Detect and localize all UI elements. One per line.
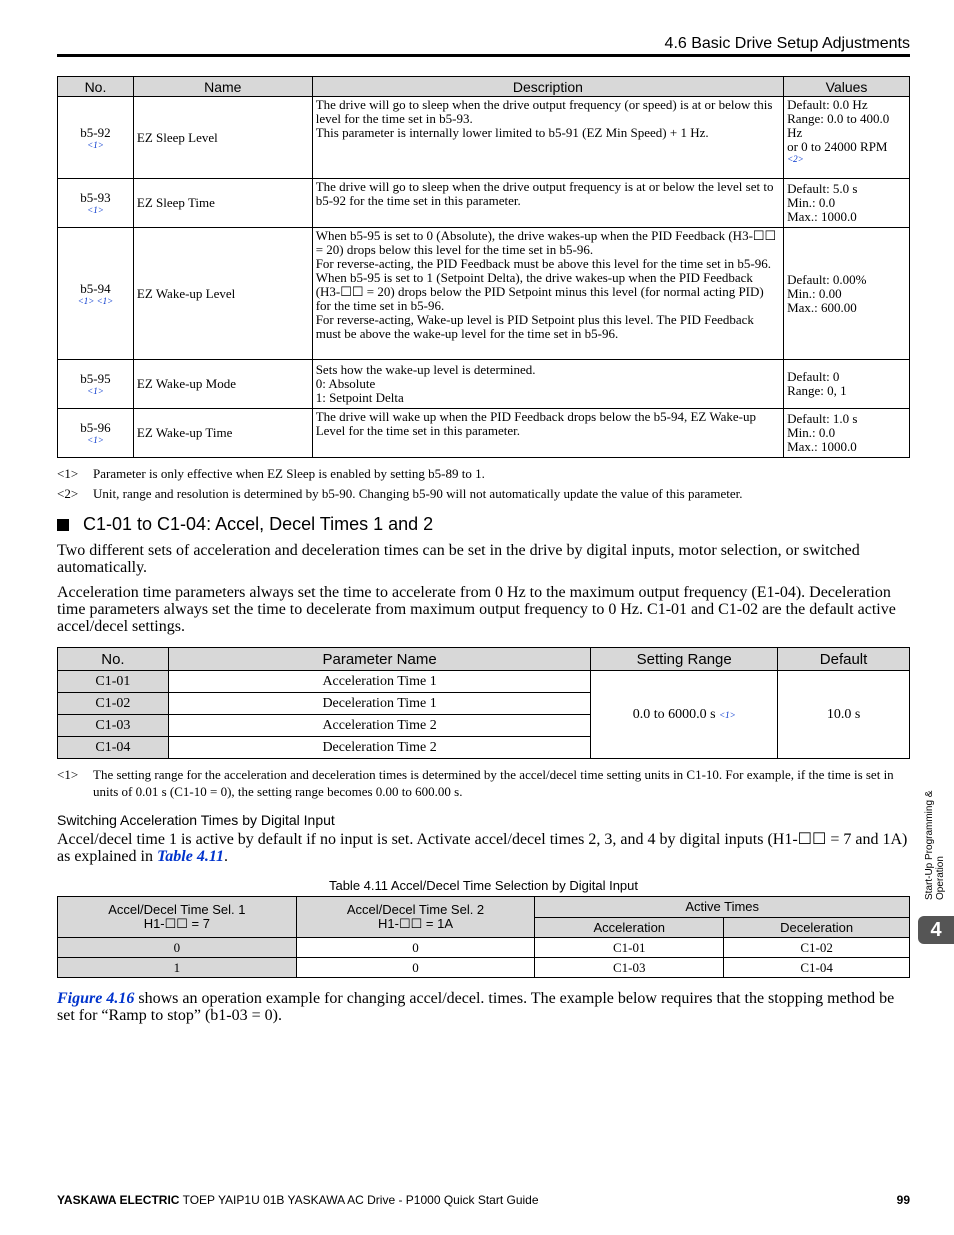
setting-range: 0.0 to 6000.0 s bbox=[632, 706, 716, 722]
param-description: The drive will wake up when the PID Feedback drops below the b5-94, EZ Wake-up Level for the time set in this parameter. bbox=[312, 409, 783, 458]
subsection-heading: Switching Acceleration Times by Digital Input bbox=[57, 812, 335, 828]
table-row bbox=[58, 671, 910, 693]
param-name: Acceleration Time 2 bbox=[168, 715, 590, 737]
footer-brand: YASKAWA ELECTRIC bbox=[57, 1193, 180, 1207]
default-value: 10.0 s bbox=[778, 671, 910, 759]
param-no-cell bbox=[58, 97, 134, 179]
param-no: C1-01 bbox=[58, 671, 169, 693]
param-name: EZ Sleep Level bbox=[133, 97, 312, 179]
table-row bbox=[58, 360, 910, 409]
column-header-active-times: Active Times bbox=[535, 897, 910, 918]
param-name: EZ Wake-up Level bbox=[133, 228, 312, 360]
param-no: b5-96 bbox=[80, 420, 111, 435]
square-bullet-icon bbox=[57, 519, 69, 531]
param-values: Default: 0 Range: 0, 1 bbox=[784, 360, 910, 409]
sel-1-value: 0 bbox=[58, 938, 297, 958]
column-header-default: Default bbox=[778, 648, 910, 671]
footnote-text: Parameter is only effective when EZ Sleep is enabled by setting b5-89 to 1. bbox=[93, 466, 485, 481]
footnote-text: The setting range for the acceleration and deceleration times is determined by the accel/decel time setting units in C1-10. For example, if the time is set in units of 0.01 s (C1-10 = 0), the setting range becomes 0.00 to 600.00 s. bbox=[93, 767, 894, 799]
table-row bbox=[58, 938, 910, 958]
param-no: b5-93 bbox=[80, 190, 111, 205]
param-name: Deceleration Time 2 bbox=[168, 737, 590, 759]
footnote-ref-link[interactable]: <1> bbox=[719, 709, 736, 720]
section-heading-text: C1-01 to C1-04: Accel, Decel Times 1 and 2 bbox=[83, 514, 434, 534]
decel-value: C1-02 bbox=[724, 938, 910, 958]
table-row bbox=[58, 409, 910, 458]
footnote-tag: <1> bbox=[57, 767, 79, 782]
footnote-3 bbox=[57, 766, 910, 800]
paragraph-4: Figure 4.16 shows an operation example for changing accel/decel. times. The example below requires that the stopping method be set for “Ramp to stop” (b1-03 = 0). bbox=[57, 990, 895, 1024]
footnote-tag: <1> bbox=[57, 466, 79, 481]
param-values: Default: 0.0 Hz Range: 0.0 to 400.0 Hz or 0 to 24000 RPM <2> bbox=[784, 97, 910, 179]
column-header-sel-1: Accel/Decel Time Sel. 1 H1-☐☐ = 7 bbox=[58, 897, 297, 938]
paragraph-3: Accel/decel time 1 is active by default if no input is set. Activate accel/decel times 2, 3, and 4 by digital inputs (H1-☐☐ = 7 and 1A) as explained in Table 4.11. bbox=[57, 831, 908, 865]
column-header-no: No. bbox=[58, 77, 134, 97]
footer bbox=[57, 1193, 539, 1207]
accel-value: C1-03 bbox=[535, 958, 724, 978]
table-row bbox=[58, 958, 910, 978]
section-heading bbox=[57, 514, 433, 535]
setting-range-cell bbox=[591, 671, 778, 759]
page-number: 99 bbox=[896, 1193, 910, 1207]
accel-value: C1-01 bbox=[535, 938, 724, 958]
table-caption: Table 4.11 Accel/Decel Time Selection by Digital Input bbox=[328, 878, 639, 893]
param-values: Default: 0.00% Min.: 0.00 Max.: 600.00 bbox=[784, 228, 910, 360]
param-no: b5-94 bbox=[80, 280, 111, 296]
table-row bbox=[58, 97, 910, 179]
param-no-cell bbox=[58, 179, 134, 228]
table-link[interactable]: Table 4.11 bbox=[156, 848, 224, 865]
figure-link[interactable]: Figure 4.16 bbox=[57, 990, 135, 1007]
param-name: EZ Wake-up Mode bbox=[133, 360, 312, 409]
sel-2-value: 0 bbox=[296, 938, 535, 958]
param-no-cell bbox=[58, 360, 134, 409]
footnote-2 bbox=[57, 485, 910, 502]
chapter-side-label: Start-Up Programming & Operation bbox=[924, 790, 946, 900]
column-header-acceleration: Acceleration bbox=[535, 918, 724, 938]
sel-1-value: 1 bbox=[58, 958, 297, 978]
param-no: C1-04 bbox=[58, 737, 169, 759]
footnote-ref-link[interactable]: <1> bbox=[87, 386, 104, 396]
param-no: C1-02 bbox=[58, 693, 169, 715]
column-header-setting-range: Setting Range bbox=[591, 648, 778, 671]
paragraph-1: Two different sets of acceleration and deceleration times can be set in the drive by digital inputs, motor selection, or switched automatically. bbox=[57, 542, 860, 576]
param-name: EZ Wake-up Time bbox=[133, 409, 312, 458]
decel-value: C1-04 bbox=[724, 958, 910, 978]
chapter-tab[interactable]: 4 bbox=[918, 916, 954, 944]
param-no: C1-03 bbox=[58, 715, 169, 737]
header-rule bbox=[57, 54, 910, 57]
param-no-cell bbox=[58, 228, 134, 360]
param-no: b5-95 bbox=[80, 371, 111, 386]
footnote-ref-link[interactable]: <1> <1> bbox=[77, 295, 114, 306]
column-header-values: Values bbox=[784, 77, 910, 97]
accel-decel-table bbox=[57, 647, 910, 759]
table-row bbox=[58, 228, 910, 360]
column-header-sel-2: Accel/Decel Time Sel. 2 H1-☐☐ = 1A bbox=[296, 897, 535, 938]
param-name: Acceleration Time 1 bbox=[168, 671, 590, 693]
param-name: Deceleration Time 1 bbox=[168, 693, 590, 715]
param-no-cell bbox=[58, 409, 134, 458]
page-header: 4.6 Basic Drive Setup Adjustments bbox=[664, 35, 910, 52]
footnote-ref-link[interactable]: <1> bbox=[87, 205, 104, 215]
column-header-parameter-name: Parameter Name bbox=[168, 648, 590, 671]
param-no: b5-92 bbox=[80, 124, 111, 140]
table-row bbox=[58, 179, 910, 228]
time-selection-table bbox=[57, 896, 910, 978]
param-values: Default: 1.0 s Min.: 0.0 Max.: 1000.0 bbox=[784, 409, 910, 458]
param-description: When b5-95 is set to 0 (Absolute), the drive wakes-up when the PID Feedback (H3-☐☐ = 20) drops below this level for the time set in b5-96. For reverse-acting, the PID Feedback must be above this level for the time set in b5-96. When b5-95 is set to 1 (Setpoint Delta), the drive wakes-up when the PID Feedback (H3-☐☐ = 20) drops below the PID Setpoint minus this level (for normal acting PID) for the time set in b5-96. For reverse-acting, Wake-up level is PID Setpoint plus this level. The PID Feedback must be above the wake-up level for the time set in b5-96. bbox=[312, 228, 783, 360]
column-header-deceleration: Deceleration bbox=[724, 918, 910, 938]
footnote-ref-link[interactable]: <1> bbox=[87, 139, 104, 150]
column-header-description: Description bbox=[312, 77, 783, 97]
param-description: Sets how the wake-up level is determined. 0: Absolute 1: Setpoint Delta bbox=[312, 360, 783, 409]
footnote-ref-link[interactable]: <2> bbox=[787, 154, 804, 164]
param-values: Default: 5.0 s Min.: 0.0 Max.: 1000.0 bbox=[784, 179, 910, 228]
footer-doc: TOEP YAIP1U 01B YASKAWA AC Drive - P1000 Quick Start Guide bbox=[179, 1193, 539, 1207]
param-name: EZ Sleep Time bbox=[133, 179, 312, 228]
sel-2-value: 0 bbox=[296, 958, 535, 978]
footnote-1 bbox=[57, 465, 910, 482]
footnote-text: Unit, range and resolution is determined by b5-90. Changing b5-90 will not automatically update the value of this parameter. bbox=[93, 486, 743, 501]
column-header-no: No. bbox=[58, 648, 169, 671]
footnote-tag: <2> bbox=[57, 486, 79, 501]
param-description: The drive will go to sleep when the drive output frequency is at or below the level set to b5-92 for the time set in this parameter. bbox=[312, 179, 783, 228]
paragraph-2: Acceleration time parameters always set the time to accelerate from 0 Hz to the maximum output frequency (E1-04). Deceleration time parameters always set the time to decelerate from maximum output frequency to 0 Hz. C1-01 and C1-02 are the default active accel/decel settings. bbox=[57, 584, 896, 635]
column-header-name: Name bbox=[133, 77, 312, 97]
param-description: The drive will go to sleep when the drive output frequency (or speed) is at or below this level for the time set in b5-93. This parameter is internally lower limited to b5-91 (EZ Min Speed) + 1 Hz. bbox=[312, 97, 783, 179]
footnote-ref-link[interactable]: <1> bbox=[87, 435, 104, 445]
parameter-table bbox=[57, 76, 910, 458]
